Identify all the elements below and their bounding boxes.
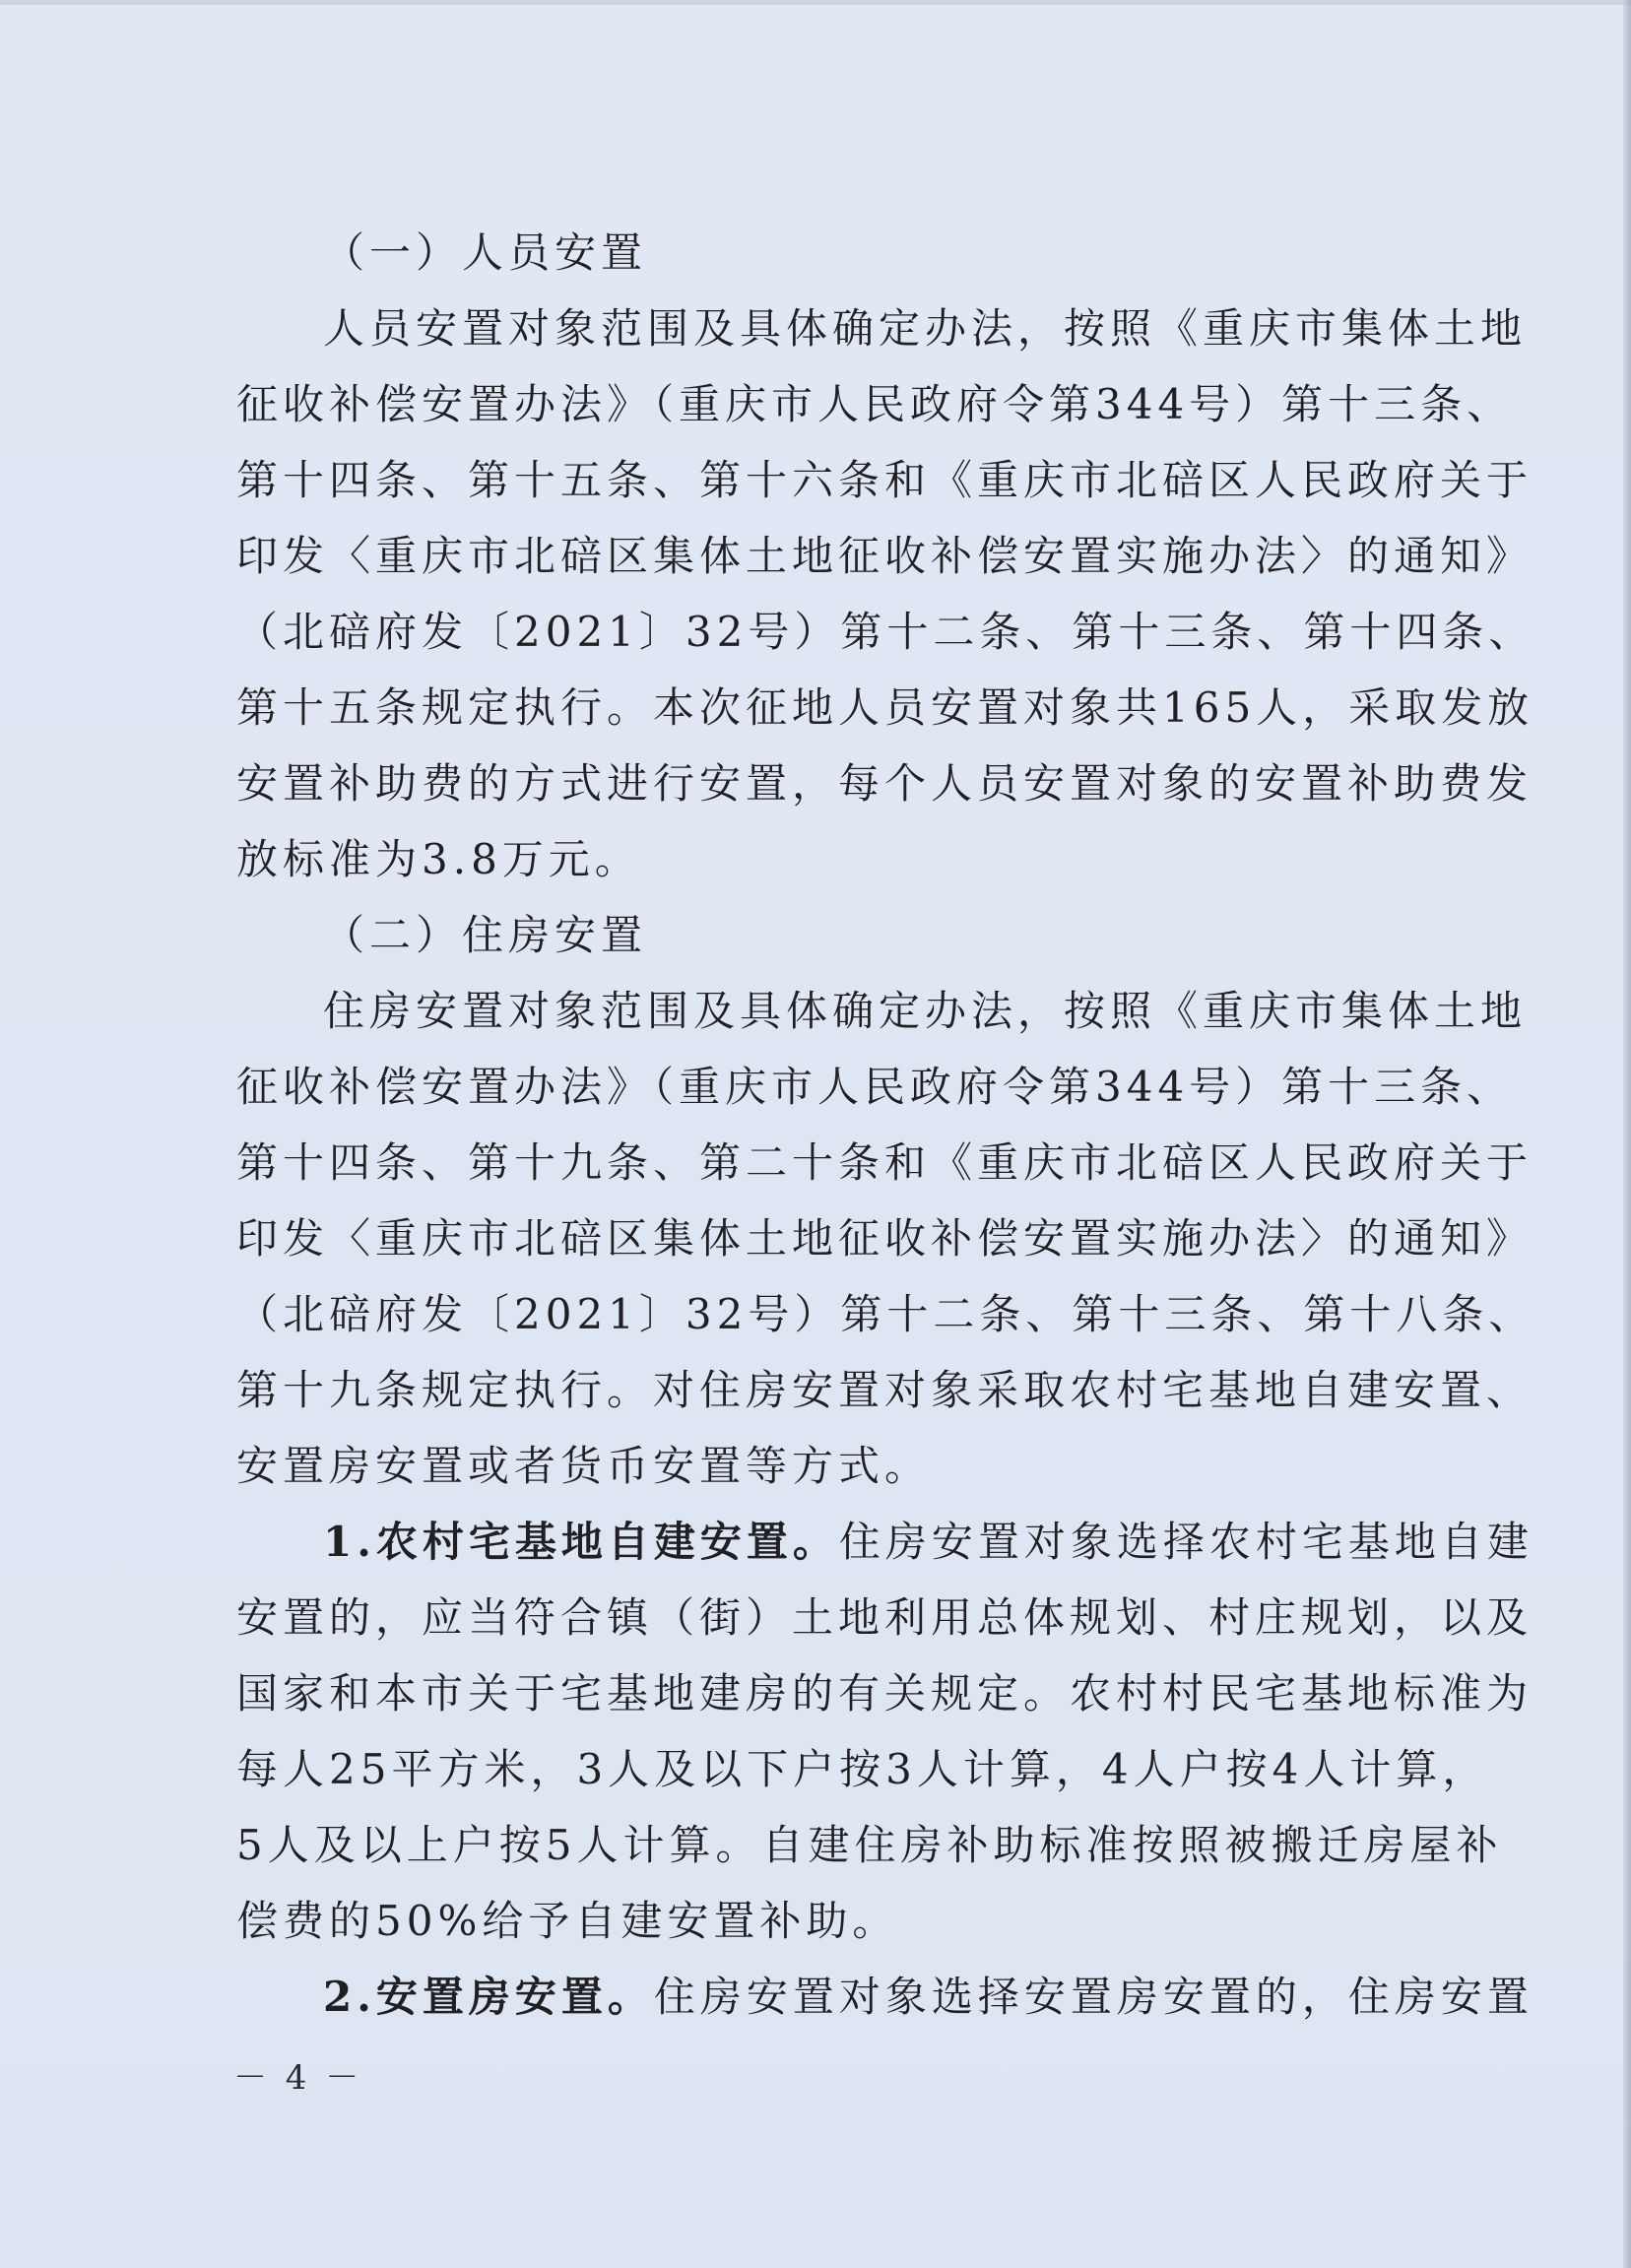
paragraph-line: （北碚府发〔2021〕32号）第十二条、第十三条、第十八条、: [236, 1290, 1535, 1338]
paragraph-line: 国家和本市关于宅基地建房的有关规定。农村村民宅基地标准为: [236, 1669, 1533, 1717]
paragraph-line: （北碚府发〔2021〕32号）第十二条、第十三条、第十四条、: [236, 608, 1535, 656]
item-text: 住房安置对象选择农村宅基地自建: [838, 1518, 1533, 1566]
item-paragraph-first-line: [236, 1504, 1533, 1580]
item-paragraph-first-line: [236, 1959, 1533, 2035]
item-title-homestead: 1.农村宅基地自建安置。: [323, 1518, 839, 1566]
paragraph-line: 第十五条规定执行。本次征地人员安置对象共165人，采取发放: [236, 683, 1534, 732]
paragraph-line: 印发〈重庆市北碚区集体土地征收补偿安置实施办法〉的通知》: [236, 1214, 1533, 1263]
section-heading-housing: （二）住房安置: [323, 911, 648, 959]
paragraph-line: 安置补助费的方式进行安置，每个人员安置对象的安置补助费发: [236, 759, 1533, 808]
paragraph-line: 住房安置对象范围及具体确定办法，按照《重庆市集体土地: [323, 987, 1528, 1035]
document-body: [236, 215, 1535, 2035]
section-heading-personnel: （一）人员安置: [323, 228, 648, 277]
paragraph-line: 人员安置对象范围及具体确定办法，按照《重庆市集体土地: [323, 304, 1528, 353]
paragraph-line: 第十四条、第十五条、第十六条和《重庆市北碚区人民政府关于: [236, 456, 1533, 504]
page-number: － 4 －: [233, 2058, 363, 2098]
item-text: 住房安置对象选择安置房安置的，住房安置: [653, 1973, 1533, 2021]
paragraph-line: 5人及以上户按5人计算。自建住房补助标准按照被搬迁房屋补: [236, 1821, 1503, 1869]
paragraph-line: 征收补偿安置办法》（重庆市人民政府令第344号）第十三条、: [236, 380, 1514, 428]
paragraph-line: 印发〈重庆市北碚区集体土地征收补偿安置实施办法〉的通知》: [236, 532, 1533, 580]
paragraph-line: 征收补偿安置办法》（重庆市人民政府令第344号）第十三条、: [236, 1063, 1514, 1111]
paragraph-line: 第十九条规定执行。对住房安置对象采取农村宅基地自建安置、: [236, 1366, 1533, 1414]
paragraph-line: 第十四条、第十九条、第二十条和《重庆市北碚区人民政府关于: [236, 1138, 1533, 1187]
paragraph-line: 安置的，应当符合镇（街）土地利用总体规划、村庄规划，以及: [236, 1593, 1533, 1642]
scan-edge-right: [1623, 0, 1631, 2268]
scan-edge-top: [0, 0, 1631, 5]
paragraph-line: 放标准为3.8万元。: [236, 835, 641, 883]
paragraph-line: 安置房安置或者货币安置等方式。: [236, 1442, 932, 1490]
item-title-resettlement-housing: 2.安置房安置。: [323, 1973, 654, 2021]
paragraph-line: 偿费的50%给予自建安置补助。: [236, 1897, 899, 1945]
paragraph-line: 每人25平方米，3人及以下户按3人计算，4人户按4人计算，: [236, 1745, 1489, 1793]
